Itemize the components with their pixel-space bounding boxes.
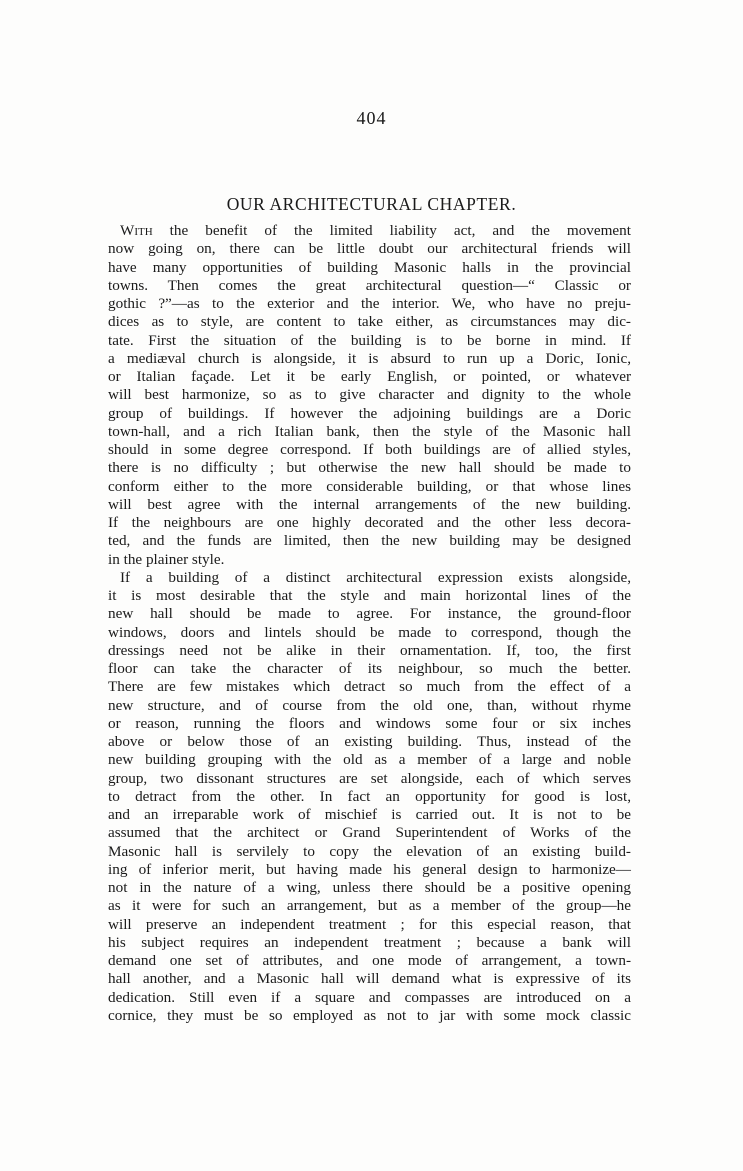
text-line: tate. First the situation of the building is to be borne in mind. If	[108, 331, 631, 349]
text-line: dices as to style, are content to take either, as circumstances may dic-	[108, 313, 631, 331]
text-line: group, two dissonant structures are set alongside, each of which serves	[108, 769, 631, 787]
text-line: group of buildings. If however the adjoining buildings are a Doric	[108, 404, 631, 422]
text-line: With the benefit of the limited liability act, and the movement	[120, 222, 631, 239]
text-line: and an irreparable work of mischief is carried out. It is not to be	[108, 806, 631, 823]
text-line: ted, and the funds are limited, then the new building may be designed	[108, 532, 631, 550]
text-line: will best harmonize, so as to give character and dignity to the whole	[108, 386, 631, 404]
text-line: dedication. Still even if a square and compasses are introduced on a	[108, 988, 631, 1006]
text-line: not in the nature of a wing, unless there should be a positive opening	[108, 879, 631, 896]
text-line: hall another, and a Masonic hall will demand what is expressive of its	[108, 970, 631, 988]
text-line: windows, doors and lintels should be made to correspond, though the	[108, 623, 631, 641]
text-line: as it were for such an arrangement, but as a member of the group—he	[108, 897, 631, 915]
text-line: or reason, running the floors and windows some four or six inches	[108, 714, 631, 732]
text-line: should in some degree correspond. If both buildings are of allied styles,	[108, 441, 631, 458]
page-number: 404	[356, 108, 387, 128]
article-heading: OUR ARCHITECTURAL CHAPTER.	[226, 194, 517, 214]
text-line: will preserve an independent treatment ; for this especial reason, that	[108, 915, 631, 933]
text-line: in the plainer style.	[108, 550, 225, 568]
text-line: town-hall, and a rich Italian bank, then the style of the Masonic hall	[108, 422, 631, 440]
text-line: it is most desirable that the style and main horizontal lines of the	[108, 587, 631, 604]
text-line: will best agree with the internal arrangements of the new building.	[108, 495, 631, 513]
text-line: Masonic hall is servilely to copy the elevation of an existing build-	[108, 842, 631, 860]
text-line: demand one set of attributes, and one mode of arrangement, a town-	[108, 952, 631, 969]
text-line: floor can take the character of its neighbour, so much the better.	[108, 660, 631, 677]
text-line: above or below those of an existing building. Thus, instead of the	[108, 733, 631, 750]
text-line: cornice, they must be so employed as not to jar with some mock classic	[108, 1006, 631, 1024]
paragraph-2	[108, 569, 631, 1025]
text-line: conform either to the more considerable building, or that whose lines	[108, 477, 631, 495]
text-line: new hall should be made to agree. For instance, the ground-floor	[108, 605, 631, 623]
text-line: new building grouping with the old as a member of a large and noble	[108, 751, 631, 769]
text-line: new structure, and of course from the old one, than, without rhyme	[108, 696, 631, 714]
text-line: gothic ?”—as to the exterior and the interior. We, who have no preju-	[108, 295, 631, 312]
text-line: towns. Then comes the great architectural question—“ Classic or	[108, 276, 631, 294]
text-line: or Italian façade. Let it be early English, or pointed, or whatever	[108, 368, 631, 385]
text-line: there is no difficulty ; but otherwise the new hall should be made to	[108, 459, 631, 477]
drop-lead-word: With	[120, 222, 153, 239]
text-line: his subject requires an independent treatment ; because a bank will	[108, 933, 631, 951]
text-line: If a building of a distinct architectural expression exists alongside,	[120, 568, 631, 586]
text-line: to detract from the other. In fact an opportunity for good is lost,	[108, 787, 631, 805]
paragraph-1	[108, 222, 631, 569]
text-line: now going on, there can be little doubt our architectural friends will	[108, 240, 631, 258]
article-body	[108, 222, 631, 1025]
text-line: a mediæval church is alongside, it is absurd to run up a Doric, Ionic,	[108, 349, 631, 367]
text-line: dressings need not be alike in their ornamentation. If, too, the first	[108, 641, 631, 659]
text-line: If the neighbours are one highly decorated and the other less decora-	[108, 514, 631, 531]
text-line: assumed that the architect or Grand Superintendent of Works of the	[108, 824, 631, 842]
text-line: There are few mistakes which detract so much from the effect of a	[108, 678, 631, 696]
text-line: ing of inferior merit, but having made his general design to harmonize—	[108, 860, 631, 878]
text-line: have many opportunities of building Masonic halls in the provincial	[108, 258, 631, 276]
